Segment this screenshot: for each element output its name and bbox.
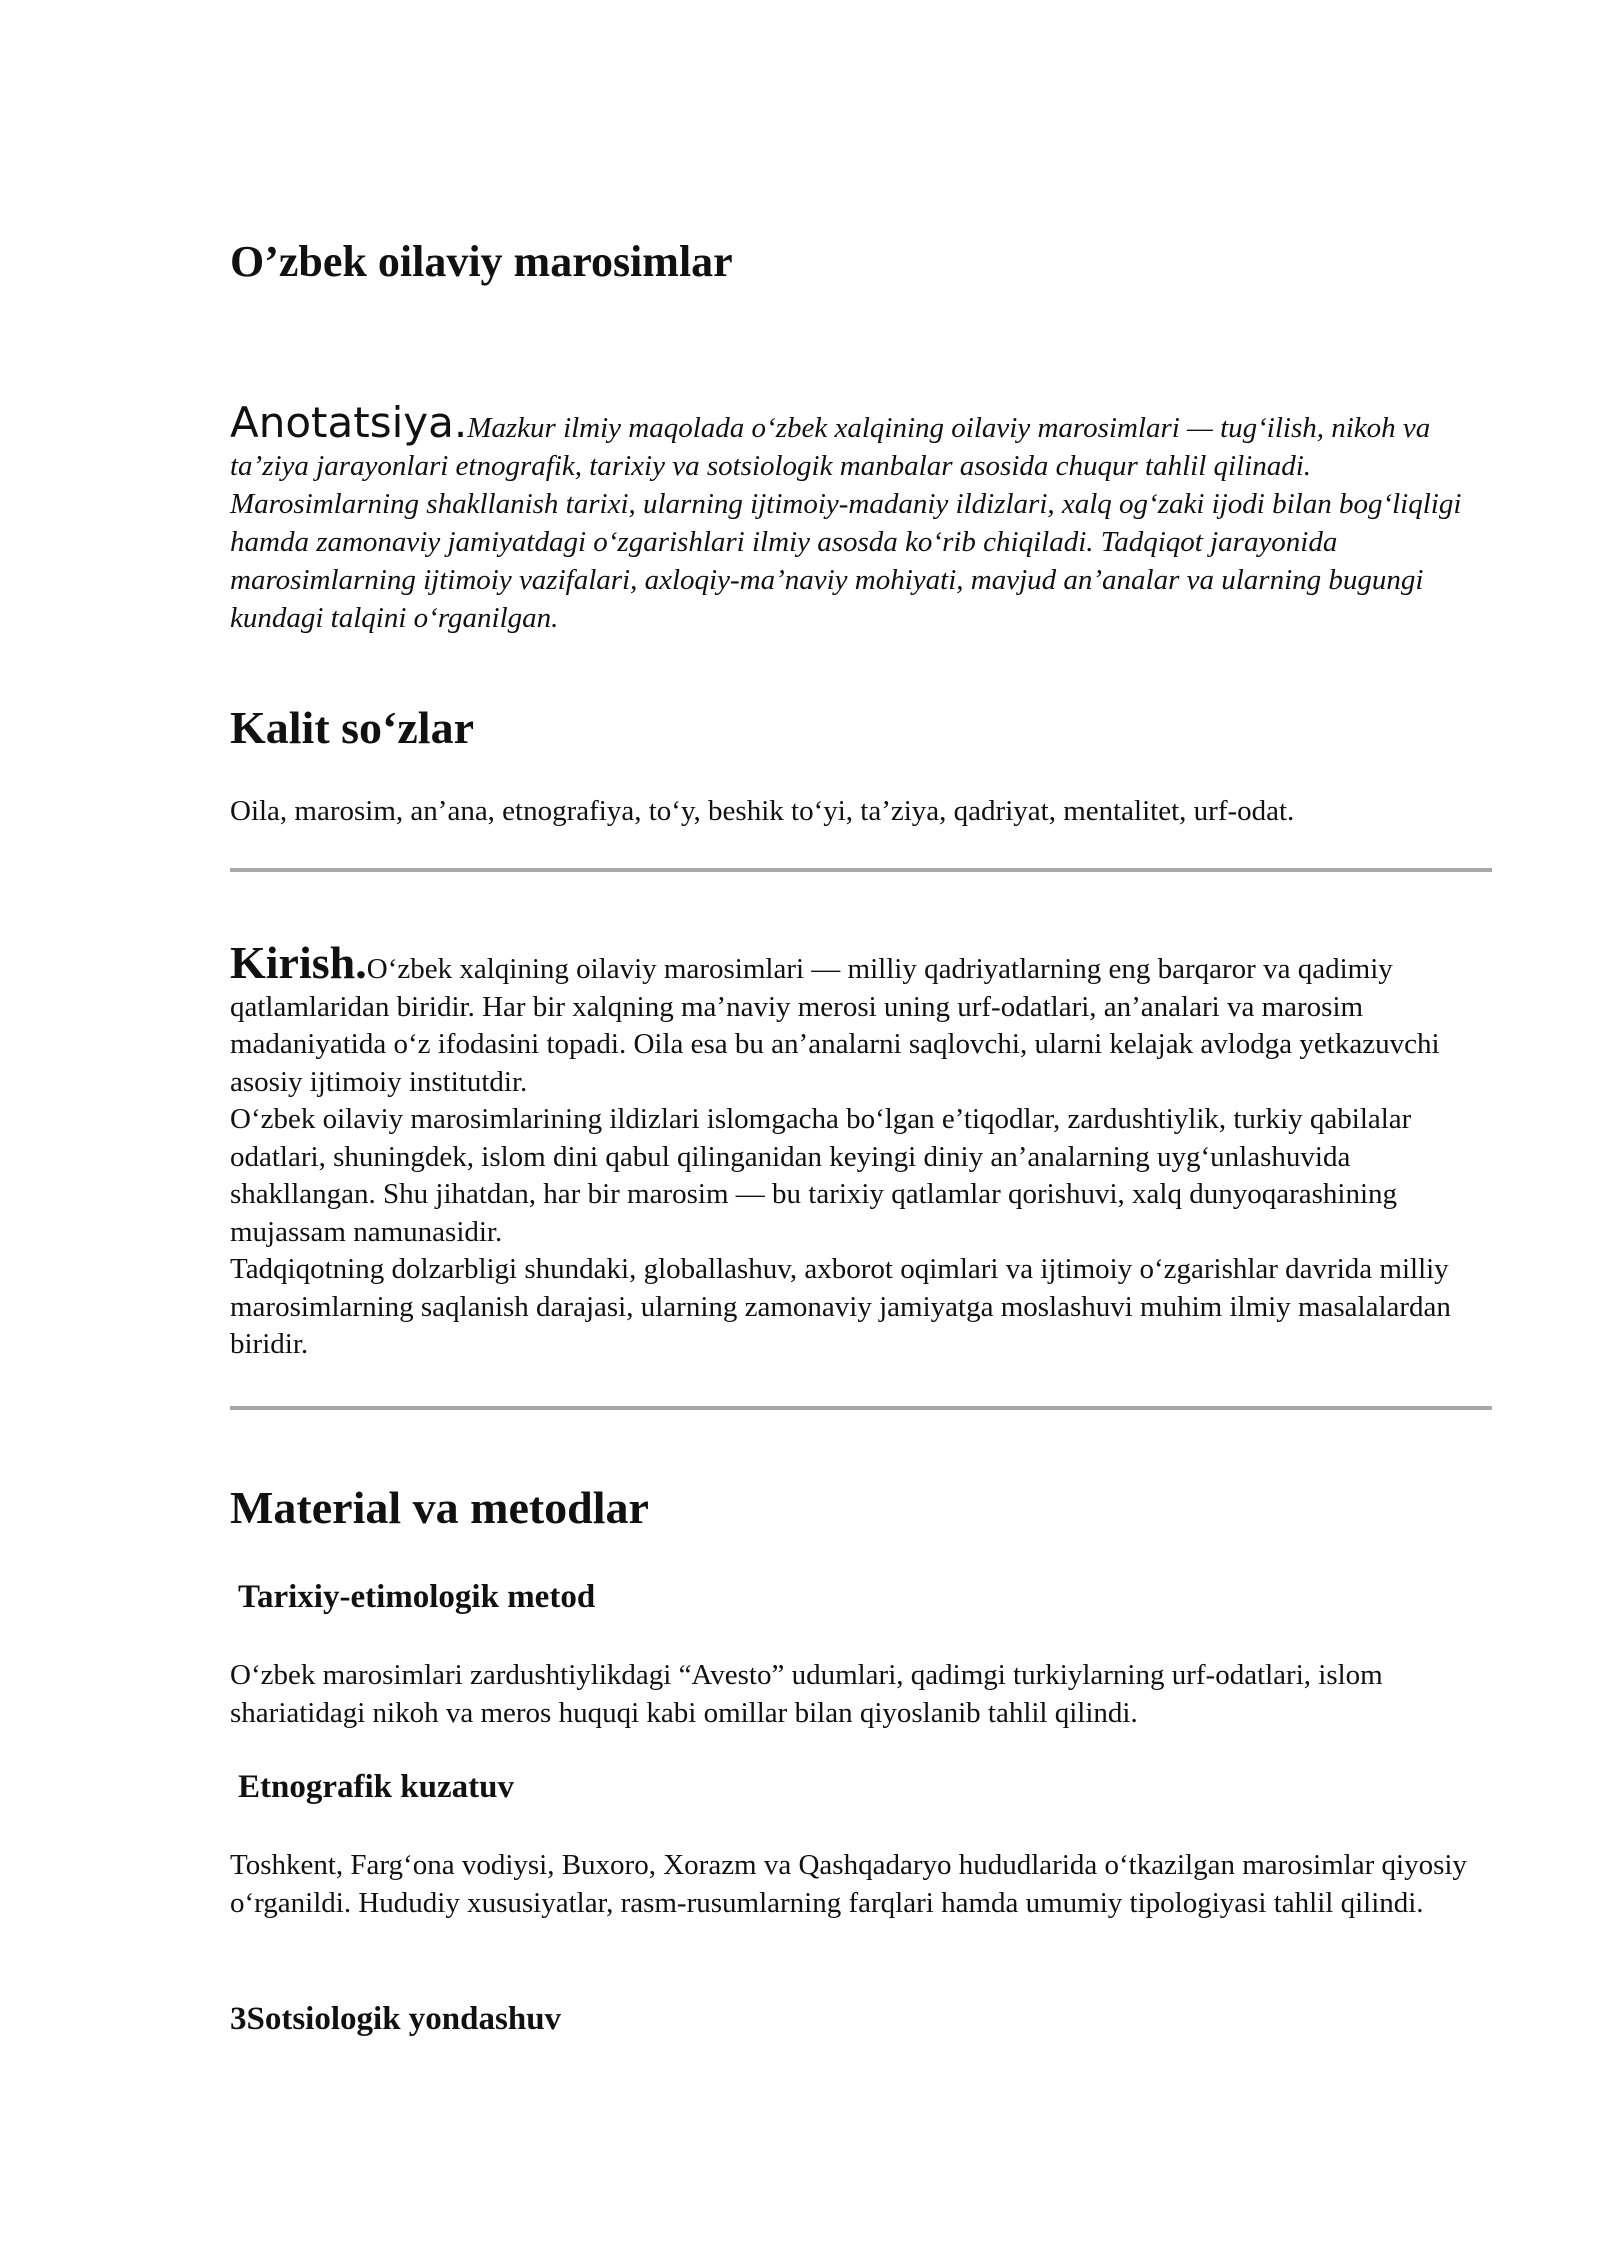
- method-title-2: Etnografik kuzatuv: [238, 1769, 514, 1805]
- section-divider: [230, 868, 1492, 872]
- section-divider: [230, 1406, 1492, 1410]
- abstract-lead: Anotatsiya.: [230, 398, 468, 447]
- method-text-1: O‘zbek marosimlari zardushtiylikdagi “Avesto” udumlari, qadimgi turkiylarning urf-odatlari, islom shariatidagi nikoh va meros huquqi kabi omillar bilan qiyoslanib tahlil qilindi.: [230, 1659, 1383, 1729]
- abstract-text: Mazkur ilmiy maqolada o‘zbek xalqining oilaviy marosimlari — tug‘ilish, nikoh va ta’ziya jarayonlari etnografik, tarixiy va sotsiologik manbalar asosida chuqur tahlil qilinadi. Marosimlarning shakllanish tarixi, ularning ijtimoiy-madaniy ildizlari, xalq og‘zaki ijodi bilan bog‘liqligi hamda zamonaviy jamiyatdagi o‘zgarishlari ilmiy asosda ko‘rib chiqiladi. Tadqiqot jarayonida marosimlarning ijtimoiy vazifalari, axloqiy-ma’naviy mohiyati, mavjud an’analar va ularning bugungi kundagi talqini o‘rganilgan.: [230, 412, 1462, 634]
- method-text-2: Toshkent, Farg‘ona vodiysi, Buxoro, Xorazm va Qashqadaryo hududlarida o‘tkazilgan marosimlar qiyosiy o‘rganildi. Hududiy xususiyatlar, rasm-rusumlarning farqlari hamda umumiy tipologiyasi tahlil qilindi.: [230, 1849, 1467, 1919]
- methods-heading: Material va metodlar: [230, 1482, 649, 1533]
- method-title-1: Tarixiy-etimologik metod: [238, 1579, 596, 1615]
- introduction-section: [230, 937, 1490, 1364]
- document-title: O’zbek oilaviy marosimlar: [230, 237, 733, 286]
- abstract-paragraph: [230, 398, 1490, 637]
- intro-lead: Kirish.: [230, 937, 367, 988]
- intro-paragraph-3: Tadqiqotning dolzarbligi shundaki, globallashuv, axborot oqimlari va ijtimoiy o‘zgarishlar davrida milliy marosimlarning saqlanish darajasi, ularning zamonaviy jamiyatga moslashuvi muhim ilmiy masalalardan biridir.: [230, 1253, 1451, 1360]
- keywords-heading: Kalit so‘zlar: [230, 702, 474, 753]
- keywords-text: Oila, marosim, an’ana, etnografiya, to‘y, beshik to‘yi, ta’ziya, qadriyat, mentalitet, urf-odat.: [230, 795, 1295, 827]
- intro-paragraph-2: O‘zbek oilaviy marosimlarining ildizlari islomgacha bo‘lgan e’tiqodlar, zardushtiylik, turkiy qabilalar odatlari, shuningdek, islom dini qabul qilinganidan keyingi diniy an’analarning uyg‘unlashuvida shakllangan. Shu jihatdan, har bir marosim — bu tarixiy qatlamlar qorishuvi, xalq dunyoqarashining mujassam namunasidir.: [230, 1103, 1412, 1248]
- intro-text-1: O‘zbek xalqining oilaviy marosimlari — milliy qadriyatlarning eng barqaror va qadimiy qatlamlaridan biridir. Har bir xalqning ma’naviy merosi uning urf-odatlari, an’analari va marosim madaniyatida o‘z ifodasini topadi. Oila esa bu an’analarni saqlovchi, ularni kelajak avlodga yetkazuvchi asosiy ijtimoiy institutdir.: [230, 953, 1440, 1098]
- method-title-3: 3Sotsiologik yondashuv: [230, 2001, 562, 2037]
- intro-paragraph-1: [230, 937, 1490, 1101]
